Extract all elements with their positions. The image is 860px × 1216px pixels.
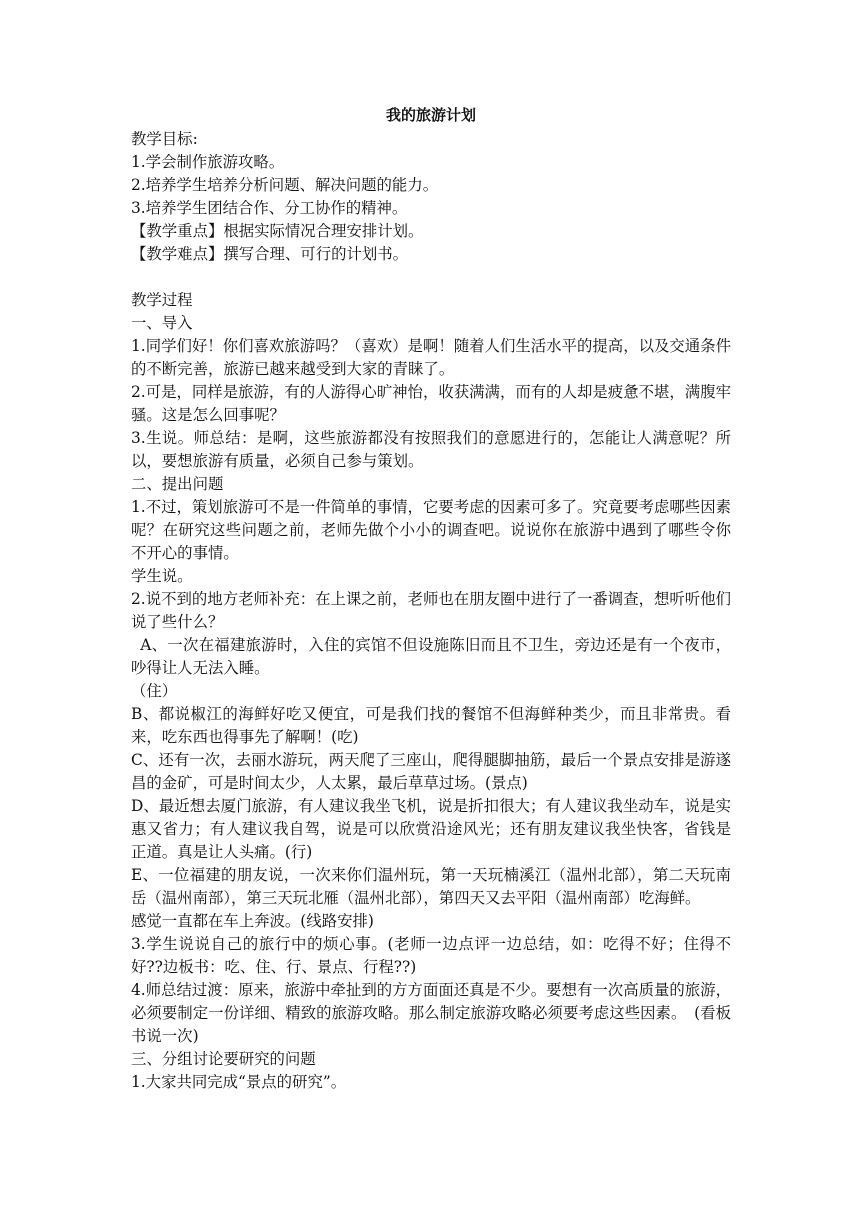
section-heading-questions: 二、提出问题 [131,475,224,493]
objective-item: 1.学会制作旅游攻略。 [131,153,285,171]
objective-item: 3.培养学生团结合作、分工协作的精神。 [131,199,408,217]
example-tag: （住） [131,682,178,700]
example-item: C、还有一次，去丽水游玩，两天爬了三座山，爬得腿脚抽筋，最后一个景点安排是游遂昌的金矿，可是时间太少，人太累，最后草草过场。(景点) [131,751,731,792]
document-page [131,104,731,1094]
section-heading-discussion: 三、分组讨论要研究的问题 [131,1050,316,1068]
paragraph: 学生说。 [131,567,193,585]
paragraph: 3.生说。师总结：是啊，这些旅游都没有按照我们的意愿进行的，怎能让人满意呢？所以，要想旅游有质量，必须自己参与策划。 [131,429,731,470]
section-heading-process: 教学过程 [131,291,193,309]
section-label-objectives: 教学目标: [131,130,198,148]
section-heading-intro: 一、导入 [131,314,193,332]
teaching-difficulty: 【教学难点】撰写合理、可行的计划书。 [131,245,409,263]
paragraph: 1.同学们好！你们喜欢旅游吗？（喜欢）是啊！随着人们生活水平的提高，以及交通条件的不断完善，旅游已越来越受到大家的青睐了。 [131,337,731,378]
paragraph: 1.不过，策划旅游可不是一件简单的事情，它要考虑的因素可多了。究竟要考虑哪些因素呢？在研究这些问题之前，老师先做个小小的调查吧。说说你在旅游中遇到了哪些令你不开心的事情。 [131,498,731,562]
objective-item: 2.培养学生培养分析问题、解决问题的能力。 [131,176,439,194]
blank-line [131,266,731,289]
paragraph: 2.说不到的地方老师补充：在上课之前，老师也在朋友圈中进行了一番调查，想听听他们说了些什么？ [131,590,731,631]
teaching-focus: 【教学重点】根据实际情况合理安排计划。 [131,222,424,240]
example-item: A、一次在福建旅游时，入住的宾馆不但设施陈旧而且不卫生，旁边还是有一个夜市，吵得让人无法入睡。 [131,636,731,677]
paragraph: 感觉一直都在车上奔波。(线路安排) [131,912,374,930]
paragraph: 2.可是，同样是旅游，有的人游得心旷神怡，收获满满，而有的人却是疲惫不堪，满腹牢骚。这是怎么回事呢？ [131,383,731,424]
document-title: 我的旅游计划 [385,106,476,124]
example-item: B、都说椒江的海鲜好吃又便宜，可是我们找的餐馆不但海鲜种类少，而且非常贵。看来，吃东西也得事先了解啊！(吃) [131,705,731,746]
paragraph: 3.学生说说自己的旅行中的烦心事。(老师一边点评一边总结，如：吃得不好；住得不好??边板书：吃、住、行、景点、行程??) [131,935,731,976]
paragraph: 4.师总结过渡：原来，旅游中牵扯到的方方面面还真是不少。要想有一次高质量的旅游，必须要制定一份详细、精致的旅游攻略。那么制定旅游攻略必须要考虑这些因素。 (看板书说一次) [131,981,731,1045]
example-item: D、最近想去厦门旅游，有人建议我坐飞机，说是折扣很大；有人建议我坐动车，说是实惠又省力；有人建议我自驾，说是可以欣赏沿途风光；还有朋友建议我坐快客，省钱是正道。真是让人头痛。(行) [131,797,731,861]
paragraph: 1.大家共同完成“景点的研究”。 [131,1073,347,1091]
example-item: E、一位福建的朋友说，一次来你们温州玩，第一天玩楠溪江（温州北部），第二天玩南岳（温州南部），第三天玩北雁（温州北部），第四天又去平阳（温州南部）吃海鲜。 [131,866,731,907]
